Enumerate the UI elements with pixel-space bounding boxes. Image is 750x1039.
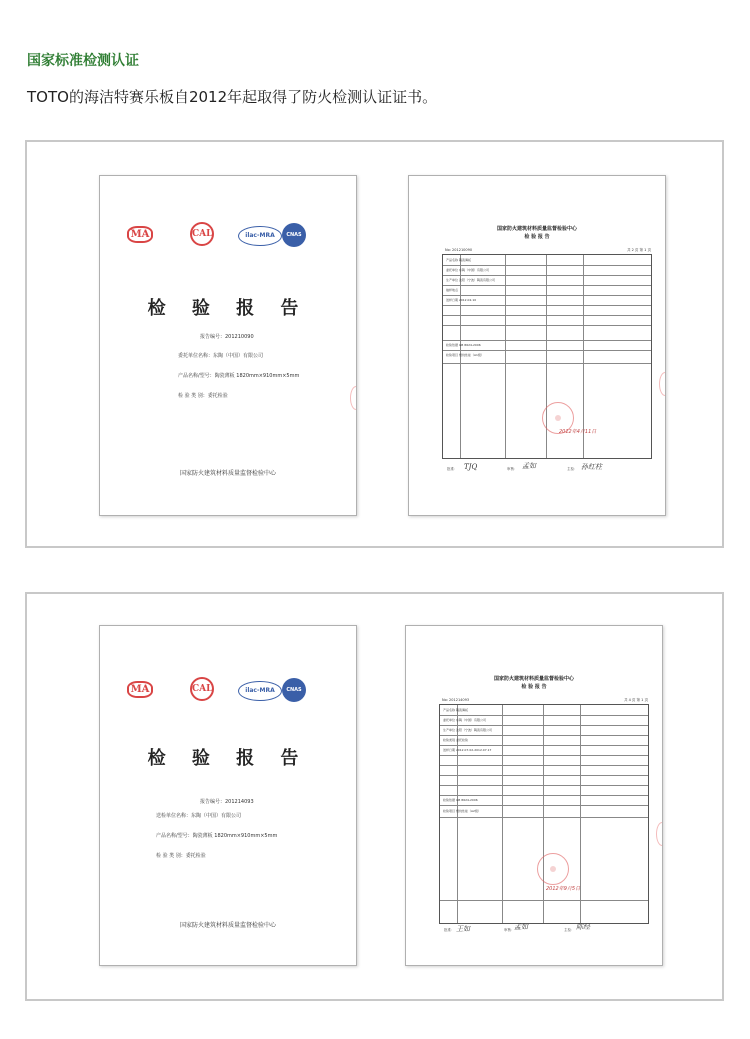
table-cell: 产品名称 陶瓷薄板: [446, 258, 471, 262]
inspect-label: 主检：: [567, 467, 578, 471]
signature-review: 孟如: [514, 923, 528, 931]
table-cell: 检验类别 委托检验: [443, 738, 468, 742]
table-row: [440, 805, 648, 806]
cover-page-1: [99, 175, 357, 516]
inspection-type: 检 验 类 别：委托检验: [156, 853, 206, 859]
cover-page-2: [99, 625, 357, 966]
table-row: [443, 315, 651, 316]
ma-logo-icon: MA: [127, 681, 153, 698]
table-row: [440, 775, 648, 776]
report-table: [439, 704, 649, 924]
cal-logo-icon: CAL: [190, 222, 214, 246]
table-row: [443, 305, 651, 306]
cover-title: 检 验 报 告: [147, 298, 309, 319]
signature-approve: 王如: [456, 925, 470, 933]
table-cell: 检验依据 GB 8624-2006: [446, 343, 481, 347]
report-number: No: 201214093: [442, 698, 470, 702]
approve-label: 批准：: [444, 928, 455, 932]
certificate-frame-1: [25, 140, 724, 548]
table-cell: 送样日期 2012.02.10: [446, 298, 477, 302]
client-name: 委托单位名称：东陶（中国）有限公司: [178, 353, 264, 359]
table-divider: [580, 705, 581, 923]
table-row: [440, 745, 648, 746]
certificate-frame-2: [25, 592, 724, 1001]
report-subtitle: 检 验 报 告: [521, 684, 547, 690]
seal-date: 2012年4月11日: [559, 429, 597, 435]
ilac-logo-icon: ilac-MRA: [238, 681, 282, 701]
logo-row: [100, 226, 356, 260]
table-row: [443, 325, 651, 326]
table-divider: [502, 705, 503, 923]
cal-logo-icon: CAL: [190, 677, 214, 701]
report-number: 报告编号：201210090: [200, 334, 254, 340]
table-cell: 生产单位 沈阳（宁波）陶瓷有限公司: [443, 728, 492, 732]
table-cell: 产品名称 陶瓷薄板: [443, 708, 468, 712]
ma-logo-icon: MA: [127, 226, 153, 243]
table-row: [443, 285, 651, 286]
table-row: [443, 340, 651, 341]
cover-footer: 国家防火建筑材料质量监督检验中心: [179, 470, 276, 477]
signature-review: 孟如: [522, 462, 536, 470]
client-name: 送检单位名称：东陶（中国）有限公司: [156, 813, 242, 819]
cover-footer: 国家防火建筑材料质量监督检验中心: [179, 922, 276, 929]
product-name: 产品名称/型号：陶瓷薄板 1820mm×910mm×5mm: [156, 833, 278, 839]
table-row: [443, 350, 651, 351]
report-title: 国家防火建筑材料质量监督检验中心: [493, 676, 574, 682]
table-row: [440, 900, 648, 901]
table-cell: 抽样地点: [446, 288, 459, 292]
intro-text: TOTO的海洁特赛乐板自2012年起取得了防火检测认证证书。: [27, 88, 438, 106]
product-name: 产品名称/型号：陶瓷薄板 1820mm×910mm×5mm: [178, 373, 300, 379]
cnas-logo-icon: CNAS: [282, 223, 306, 247]
approve-label: 批准：: [447, 467, 458, 471]
review-label: 审核：: [507, 467, 518, 471]
table-cell: 检验项目 燃烧性能（A1级）: [446, 353, 484, 357]
signature-inspect: 陈经: [576, 923, 590, 931]
cover-title: 检 验 报 告: [147, 748, 309, 769]
table-cell: 生产单位 沈阳（宁波）陶瓷有限公司: [446, 278, 495, 282]
table-row: [440, 725, 648, 726]
table-row: [443, 363, 651, 364]
stamp-edge-icon: [656, 822, 663, 846]
cnas-logo-icon: CNAS: [282, 678, 306, 702]
table-row: [440, 785, 648, 786]
report-number: No: 201210090: [445, 248, 473, 252]
official-seal-icon: [537, 853, 569, 885]
table-cell: 委托单位 东陶（中国）有限公司: [446, 268, 489, 272]
table-row: [440, 765, 648, 766]
signature-approve: TJQ: [464, 463, 478, 471]
review-label: 审核：: [504, 928, 515, 932]
report-page-1: [408, 175, 666, 516]
table-row: [440, 715, 648, 716]
page-number: 共 4 页 第 1 页: [623, 698, 648, 702]
table-row: [440, 795, 648, 796]
table-row: [443, 295, 651, 296]
table-row: [440, 817, 648, 818]
stamp-edge-icon: [659, 372, 666, 396]
inspect-label: 主检：: [564, 928, 575, 932]
ilac-logo-icon: ilac-MRA: [238, 226, 282, 246]
table-cell: 委托单位 东陶（中国）有限公司: [443, 718, 486, 722]
table-row: [443, 265, 651, 266]
table-row: [440, 755, 648, 756]
table-cell: 检验依据 GB 8624-2006: [443, 798, 478, 802]
report-number: 报告编号：201214093: [200, 799, 254, 805]
stamp-edge-icon: [350, 386, 357, 410]
report-subtitle: 检 验 报 告: [524, 234, 550, 240]
seal-date: 2012年9月5日: [546, 886, 581, 892]
page-number: 共 2 页 第 1 页: [626, 248, 651, 252]
section-title: 国家标准检测认证: [27, 53, 139, 69]
table-row: [443, 275, 651, 276]
signature-inspect: 孙红柱: [581, 463, 602, 471]
inspection-type: 检 验 类 别：委托检验: [178, 393, 228, 399]
report-page-2: [405, 625, 663, 966]
report-title: 国家防火建筑材料质量监督检验中心: [496, 226, 577, 232]
table-row: [440, 735, 648, 736]
table-divider: [543, 705, 544, 923]
table-cell: 送样日期 2012.07.02-2012.07.17: [443, 748, 492, 752]
logo-row: [100, 681, 356, 715]
table-cell: 检验项目 燃烧性能（A2级）: [443, 809, 481, 813]
